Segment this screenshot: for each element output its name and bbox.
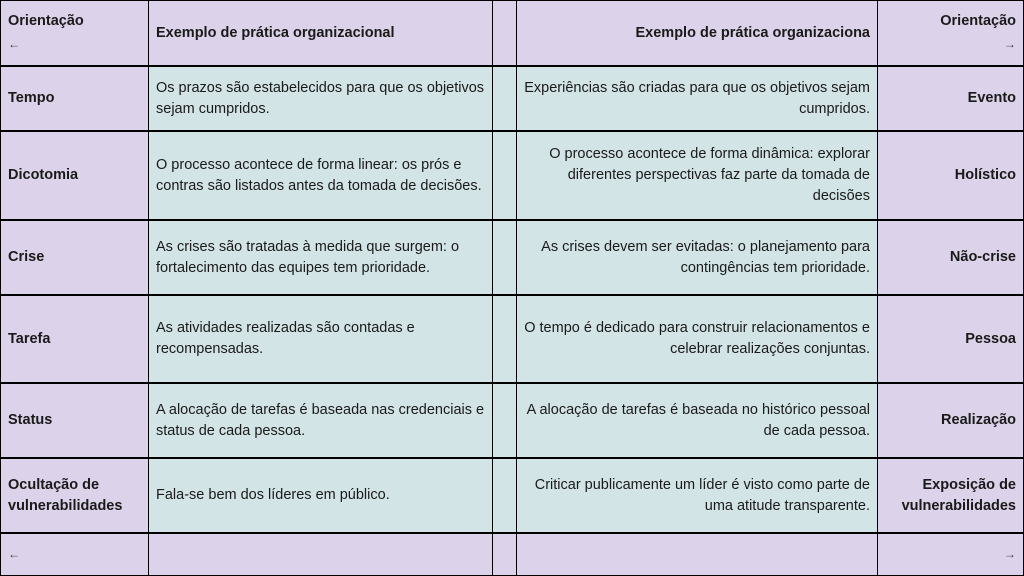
header-right-example [517, 1, 877, 65]
row-spacer [493, 384, 516, 457]
row-right-example: Experiências são criadas para que os objetivos sejam cumpridos. [517, 67, 877, 130]
row-left-example: As crises são tratadas à medida que surgem: o fortalecimento das equipes tem prioridade. [149, 221, 492, 294]
row-left-example: Fala-se bem dos líderes em público. [149, 459, 492, 532]
row-spacer [493, 221, 516, 294]
row-right-label: Exposição de vulnerabilidades [878, 459, 1023, 532]
row-right-example: Criticar publicamente um líder é visto como parte de uma atitude transparente. [517, 459, 877, 532]
header-left-example [149, 1, 492, 65]
row-left-example: O processo acontece de forma linear: os prós e contras são listados antes da tomada de decisões. [149, 132, 492, 219]
row-left-label: Dicotomia [1, 132, 148, 219]
row-right-label: Evento [878, 67, 1023, 130]
footer-right [878, 534, 1023, 575]
row-spacer [493, 67, 516, 130]
footer-left [1, 534, 148, 575]
row-right-label: Pessoa [878, 296, 1023, 382]
row-spacer [493, 459, 516, 532]
footer-right-example [517, 534, 877, 575]
header-spacer [493, 1, 516, 65]
row-left-label: Status [1, 384, 148, 457]
header-left-orientation-label: Orientação [8, 13, 84, 29]
row-left-label: Tarefa [1, 296, 148, 382]
left-arrow-icon: ← [8, 547, 20, 561]
right-arrow-icon: → [1004, 37, 1016, 51]
row-right-label: Holístico [878, 132, 1023, 219]
row-right-example: O processo acontece de forma dinâmica: explorar diferentes perspectivas faz parte da tomada de decisões [517, 132, 877, 219]
row-left-label: Ocultação de vulnerabilidades [1, 459, 148, 532]
row-spacer [493, 296, 516, 382]
header-right-orientation-label: Orientação [940, 13, 1016, 29]
row-left-example: As atividades realizadas são contadas e recompensadas. [149, 296, 492, 382]
header-right-example-label: Exemplo de prática organizaciona [635, 24, 870, 41]
row-left-example: A alocação de tarefas é baseada nas credenciais e status de cada pessoa. [149, 384, 492, 457]
left-arrow-icon: ← [8, 37, 20, 51]
row-right-example: A alocação de tarefas é baseada no histórico pessoal de cada pessoa. [517, 384, 877, 457]
header-left-orientation [1, 1, 148, 65]
row-left-label: Tempo [1, 67, 148, 130]
footer-left-example [149, 534, 492, 575]
footer-spacer [493, 534, 516, 575]
right-arrow-icon: → [1004, 547, 1016, 561]
header-left-example-label: Exemplo de prática organizacional [156, 24, 395, 41]
header-right-orientation [878, 1, 1023, 65]
row-left-label: Crise [1, 221, 148, 294]
row-right-example: As crises devem ser evitadas: o planejamento para contingências tem prioridade. [517, 221, 877, 294]
row-right-label: Não-crise [878, 221, 1023, 294]
row-left-example: Os prazos são estabelecidos para que os objetivos sejam cumpridos. [149, 67, 492, 130]
row-right-example: O tempo é dedicado para construir relacionamentos e celebrar realizações conjuntas. [517, 296, 877, 382]
row-spacer [493, 132, 516, 219]
row-right-label: Realização [878, 384, 1023, 457]
